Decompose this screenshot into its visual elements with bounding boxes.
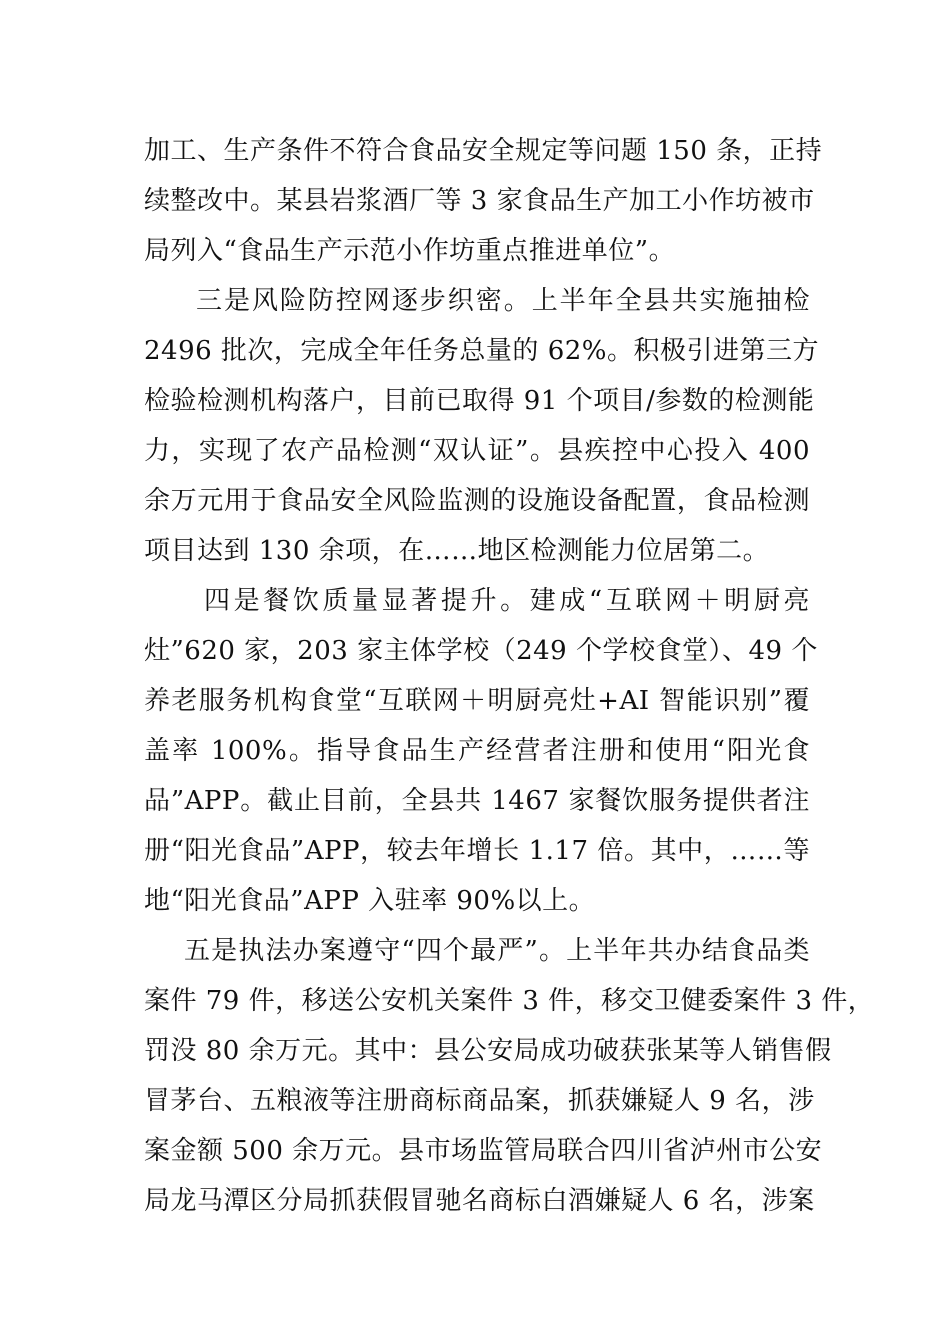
paragraph-start-line: 四是餐饮质量显著提升。建成“互联网＋明厨亮	[204, 586, 810, 616]
document-body	[144, 126, 875, 1226]
text-line: 检验检测机构落户，目前已取得 91 个项目/参数的检测能	[144, 386, 815, 416]
text-line: 案件 79 件，移送公安机关案件 3 件，移交卫健委案件 3 件，	[144, 986, 875, 1016]
text-line: 局龙马潭区分局抓获假冒驰名商标白酒嫌疑人 6 名，涉案	[144, 1186, 815, 1216]
text-line: 品”APP。截止目前，全县共 1467 家餐饮服务提供者注	[144, 786, 810, 816]
text-line: 养老服务机构食堂“互联网＋明厨亮灶+AI 智能识别”覆	[144, 686, 810, 716]
text-line: 续整改中。某县岩浆酒厂等 3 家食品生产加工小作坊被市	[144, 186, 815, 216]
text-line: 罚没 80 余万元。其中：县公安局成功破获张某等人销售假	[144, 1036, 832, 1066]
text-line: 冒茅台、五粮液等注册商标商品案，抓获嫌疑人 9 名，涉	[144, 1086, 815, 1116]
text-line: 项目达到 130 余项，在……地区检测能力位居第二。	[144, 536, 770, 566]
text-line: 2496 批次，完成全年任务总量的 62%。积极引进第三方	[144, 336, 819, 366]
paragraph-start-line: 五是执法办案遵守“四个最严”。上半年共办结食品类	[184, 936, 810, 966]
text-line: 灶”620 家，203 家主体学校（249 个学校食堂）、49 个	[144, 636, 818, 666]
text-line: 加工、生产条件不符合食品安全规定等问题 150 条，正持	[144, 136, 823, 166]
text-line: 力，实现了农产品检测“双认证”。县疾控中心投入 400	[144, 436, 810, 466]
text-line: 局列入“食品生产示范小作坊重点推进单位”。	[144, 236, 676, 266]
text-line: 案金额 500 余万元。县市场监管局联合四川省泸州市公安	[144, 1136, 823, 1166]
text-line: 余万元用于食品安全风险监测的设施设备配置，食品检测	[144, 486, 810, 516]
text-line: 地“阳光食品”APP 入驻率 90%以上。	[144, 886, 596, 916]
text-line: 册“阳光食品”APP，较去年增长 1.17 倍。其中，……等	[144, 836, 810, 866]
paragraph-start-line: 三是风险防控网逐步织密。上半年全县共实施抽检	[196, 286, 810, 316]
text-line: 盖率 100%。指导食品生产经营者注册和使用“阳光食	[144, 736, 810, 766]
